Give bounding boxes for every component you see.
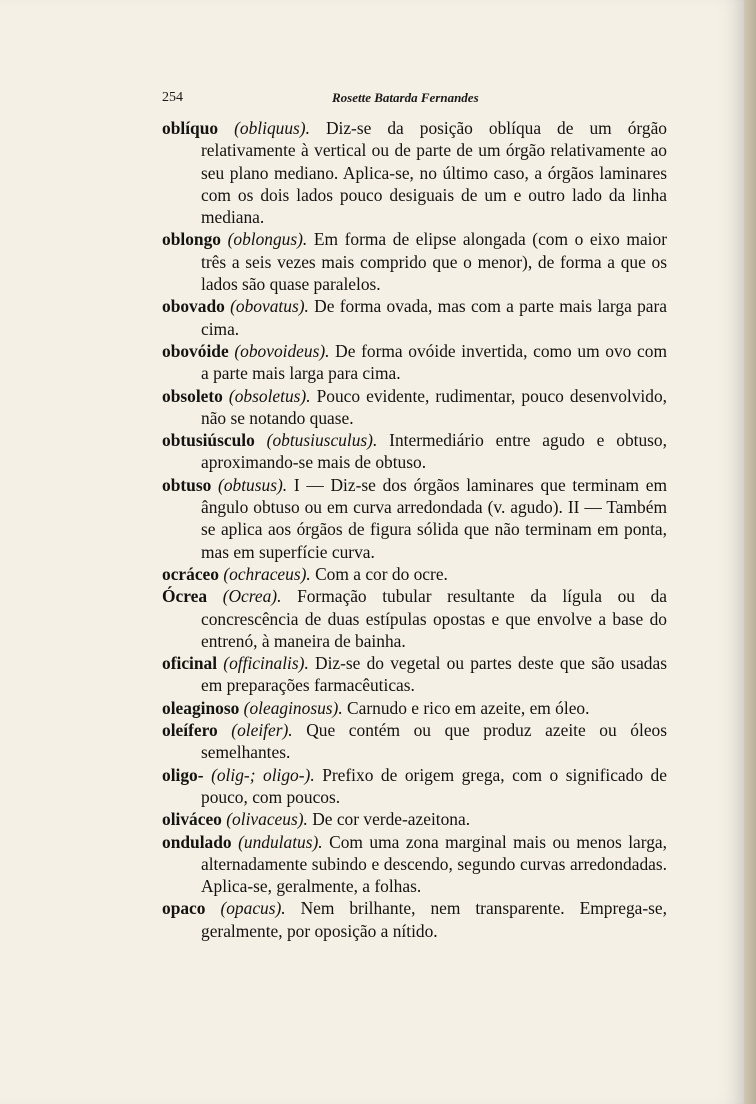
entry-term: ondulado xyxy=(162,831,232,852)
glossary-entry xyxy=(162,563,667,585)
entry-latin: (obsoletus). xyxy=(228,385,311,406)
entry-definition: De cor verde-azeitona. xyxy=(307,809,471,830)
glossary-entry xyxy=(162,808,667,830)
entry-latin: (oleifer). xyxy=(231,720,293,741)
entry-latin: (opacus). xyxy=(220,898,286,919)
entry-latin: (undulatus). xyxy=(238,831,323,852)
entry-term: oblíquo xyxy=(162,118,219,138)
entry-definition: Formação tubular resultante da lígula ou da concrescência de duas estípulas opostas e que envolve a base do entrenó, à maneira de bainha. xyxy=(201,586,667,651)
entry-latin: (obtusiusculus). xyxy=(266,430,378,451)
entry-term: oleífero xyxy=(162,720,218,741)
glossary-entry xyxy=(162,697,667,719)
entry-term: ocráceo xyxy=(162,563,219,584)
entry-latin: (oleaginosus). xyxy=(243,697,343,718)
entry-latin: (ochraceus). xyxy=(223,563,311,584)
entry-latin: (olig-; oligo-). xyxy=(211,764,315,785)
entry-term: obsoleto xyxy=(162,385,223,406)
glossary-entry xyxy=(162,585,667,652)
entry-definition: Prefixo de origem grega, com o significado de pouco, com poucos. xyxy=(201,764,667,807)
entry-term: oblongo xyxy=(162,229,221,250)
entry-latin: (officinalis). xyxy=(223,653,309,674)
entry-definition: Carnudo e rico em azeite, em óleo. xyxy=(342,697,590,718)
entry-term: oleaginoso xyxy=(162,697,240,718)
entry-latin: (olivaceus). xyxy=(226,809,308,830)
glossary-entry xyxy=(162,897,667,942)
entry-definition: Nem brilhante, nem transparente. Emprega-se, geralmente, por oposição a nítido. xyxy=(201,898,667,941)
page-number: 254 xyxy=(162,90,183,105)
glossary-entry xyxy=(162,117,667,228)
entry-definition: Pouco evidente, rudimentar, pouco desenvolvido, não se notando quase. xyxy=(201,385,667,428)
entry-latin: (Ocrea). xyxy=(222,586,282,607)
entry-term: oficinal xyxy=(162,653,218,674)
entry-definition: Em forma de elipse alongada (com o eixo maior três a seis vezes mais comprido que o menor), de forma a que os lados são quase paralelos. xyxy=(201,229,667,295)
glossary-entry xyxy=(162,429,667,474)
glossary-entries xyxy=(162,117,667,942)
entry-term: obtusiúsculo xyxy=(162,430,255,451)
entry-term: oligo- xyxy=(162,764,204,785)
page-edge xyxy=(744,0,756,1104)
entry-definition: Diz-se do vegetal ou partes deste que são usadas em preparações farmacêuticas. xyxy=(201,653,667,696)
entry-term: obovado xyxy=(162,296,225,317)
entry-definition: Com uma zona marginal mais ou menos larga, alternadamente subindo e descendo, segundo curvas arredondadas. Aplica-se, geralmente, a folhas. xyxy=(201,831,667,897)
entry-definition: De forma ovóide invertida, como um ovo com a parte mais larga para cima. xyxy=(201,340,667,384)
running-head: Rosette Batarda Fernandes xyxy=(332,90,479,105)
glossary-entry xyxy=(162,295,667,340)
entry-definition: I — Diz-se dos órgãos laminares que terminam em ângulo obtuso ou em curva arredondada (v. agudo). II — Também se aplica aos órgãos de figura sólida que não terminam em ponta, mas em superfície curva. xyxy=(201,474,667,562)
glossary-entry xyxy=(162,764,667,809)
entry-definition: De forma ovada, mas com a parte mais larga para cima. xyxy=(201,296,667,339)
page-header xyxy=(162,90,667,110)
entry-term: obtuso xyxy=(162,474,212,495)
entry-term: obovóide xyxy=(162,340,229,361)
glossary-entry xyxy=(162,652,667,697)
glossary-entry xyxy=(162,228,667,295)
entry-definition: Com a cor do ocre. xyxy=(310,563,448,584)
entry-term: oliváceo xyxy=(162,809,222,830)
glossary-entry xyxy=(162,385,667,430)
glossary-entry xyxy=(162,719,667,764)
glossary-entry xyxy=(162,340,667,385)
entry-definition: Intermediário entre agudo e obtuso, aproximando-se mais de obtuso. xyxy=(201,430,667,473)
entry-term: opaco xyxy=(162,898,206,919)
entry-latin: (obovatus). xyxy=(230,296,309,317)
glossary-entry xyxy=(162,474,667,563)
entry-latin: (oblongus). xyxy=(227,229,308,250)
entry-definition: Que contém ou que produz azeite ou óleos semelhantes. xyxy=(201,720,667,763)
entry-latin: (obovoideus). xyxy=(234,340,330,361)
entry-term: Ócrea xyxy=(162,586,208,607)
entry-definition: Diz-se da posição oblíqua de um órgão relativamente à vertical ou de parte de um órgão relativamente ao seu plano mediano. Aplica-se, no último caso, a órgãos laminares com os dois lados pouco desiguais de um e outro lado da linha mediana. xyxy=(201,118,667,228)
entry-latin: (obtusus). xyxy=(218,474,288,495)
glossary-entry xyxy=(162,831,667,898)
entry-latin: (obliquus). xyxy=(234,118,310,138)
